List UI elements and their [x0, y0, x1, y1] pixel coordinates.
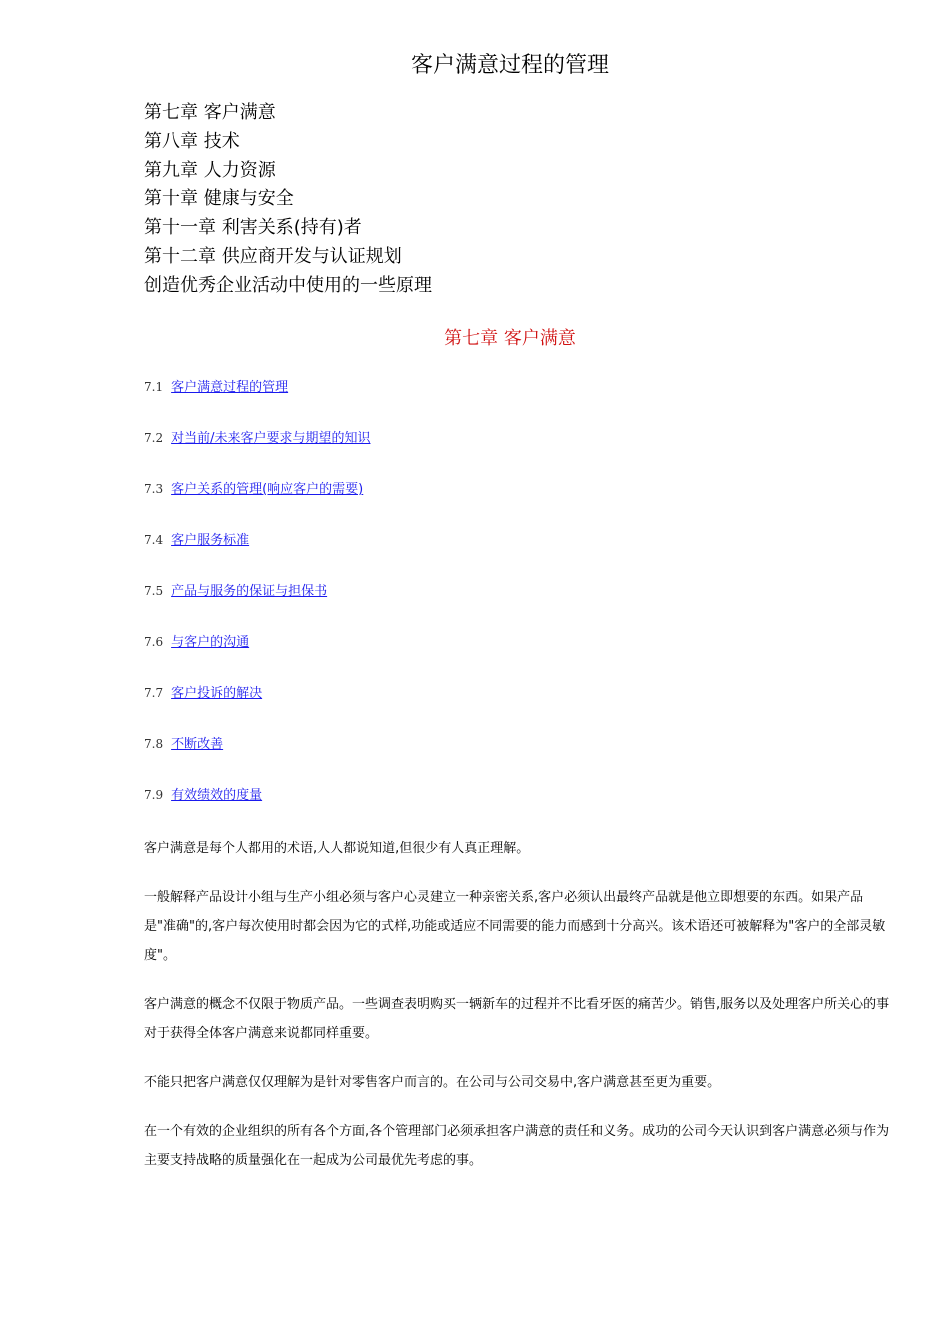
paragraph: 客户满意的概念不仅限于物质产品。一些调查表明购买一辆新车的过程并不比看牙医的痛苦少。销售,服务以及处理客户所关心的事对于获得全体客户满意来说都同样重要。	[144, 997, 890, 1041]
table-of-contents	[144, 99, 432, 301]
toc-item: 第十一章 利害关系(持有)者	[144, 217, 362, 239]
section-number: 7.3	[144, 482, 164, 496]
section-link[interactable]: 客户投诉的解决	[171, 686, 263, 701]
section-item	[144, 632, 370, 683]
toc-item: 创造优秀企业活动中使用的一些原理	[144, 274, 432, 296]
section-item	[144, 581, 370, 632]
section-item	[144, 479, 370, 530]
toc-item: 第十章 健康与安全	[144, 188, 294, 210]
section-link[interactable]: 对当前/未来客户要求与期望的知识	[171, 431, 371, 446]
section-item	[144, 785, 370, 836]
section-number: 7.9	[144, 788, 164, 802]
section-number: 7.7	[144, 686, 164, 700]
section-item	[144, 377, 370, 428]
section-number: 7.6	[144, 635, 164, 649]
chapter-heading: 第七章 客户满意	[444, 328, 576, 349]
body-text	[144, 834, 894, 1195]
section-link[interactable]: 有效绩效的度量	[171, 788, 263, 803]
section-item	[144, 734, 370, 785]
section-link[interactable]: 客户关系的管理(响应客户的需要)	[171, 482, 364, 497]
section-number: 7.2	[144, 431, 164, 445]
section-number: 7.4	[144, 533, 164, 547]
section-link[interactable]: 与客户的沟通	[171, 635, 250, 650]
section-number: 7.5	[144, 584, 164, 598]
section-link[interactable]: 客户服务标准	[171, 533, 250, 548]
section-item	[144, 530, 370, 581]
section-number: 7.8	[144, 737, 164, 751]
page-title: 客户满意过程的管理	[410, 53, 609, 78]
paragraph: 一般解释产品设计小组与生产小组必须与客户心灵建立一种亲密关系,客户必须认出最终产品就是他立即想要的东西。如果产品是"准确"的,客户每次使用时都会因为它的式样,功能或适应不同需要的能力而感到十分高兴。该术语还可被解释为"客户的全部灵敏度"。	[144, 890, 886, 963]
section-link[interactable]: 客户满意过程的管理	[171, 380, 289, 395]
paragraph: 客户满意是每个人都用的术语,人人都说知道,但很少有人真正理解。	[144, 841, 530, 856]
section-link[interactable]: 产品与服务的保证与担保书	[171, 584, 328, 599]
section-item	[144, 683, 370, 734]
toc-item: 第十二章 供应商开发与认证规划	[144, 245, 402, 267]
paragraph: 在一个有效的企业组织的所有各个方面,各个管理部门必须承担客户满意的责任和义务。成功的公司今天认识到客户满意必须与作为主要支持战略的质量强化在一起成为公司最优先考虑的事。	[144, 1124, 890, 1168]
section-link[interactable]: 不断改善	[171, 737, 224, 752]
section-item	[144, 428, 370, 479]
section-number: 7.1	[144, 380, 164, 394]
toc-item: 第九章 人力资源	[144, 159, 276, 181]
paragraph: 不能只把客户满意仅仅理解为是针对零售客户而言的。在公司与公司交易中,客户满意甚至更为重要。	[144, 1075, 721, 1090]
toc-item: 第八章 技术	[144, 130, 240, 152]
section-list	[144, 377, 370, 836]
toc-item: 第七章 客户满意	[144, 102, 276, 123]
